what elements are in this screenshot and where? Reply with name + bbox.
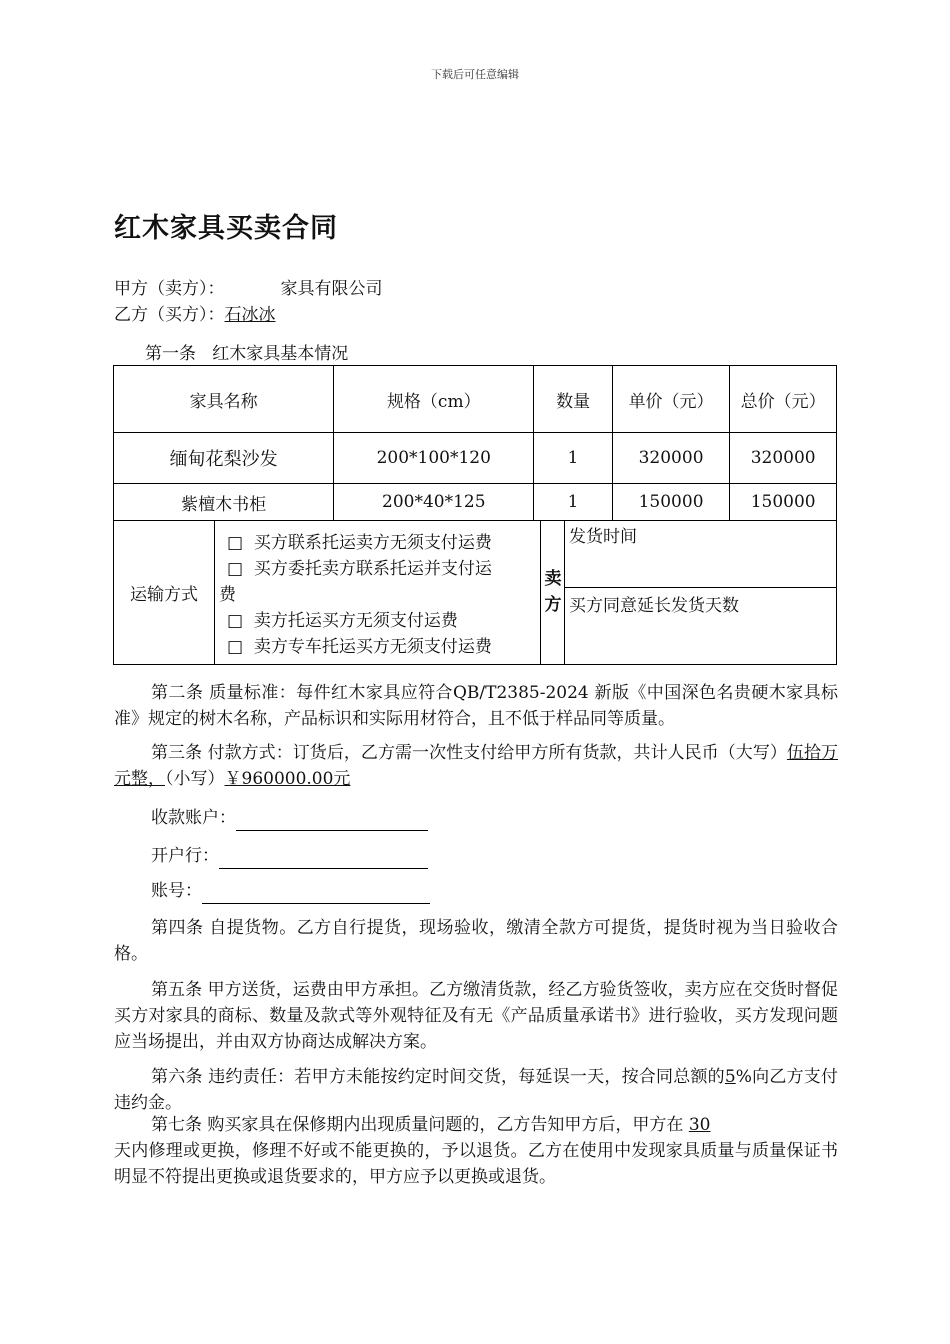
penalty-percent: 5: [724, 1067, 736, 1087]
table-cell: 150000: [730, 484, 837, 521]
account-field: [151, 805, 428, 831]
shipping-options: [215, 520, 541, 664]
shipping-option-1[interactable]: □ 买方联系托运卖方无须支付运费: [227, 533, 492, 553]
table-header-cell: 家具名称: [114, 366, 334, 433]
party-a-value: 家具有限公司: [280, 279, 383, 299]
bank-field: [151, 843, 428, 869]
number-blank[interactable]: [202, 883, 430, 904]
party-a: [114, 274, 383, 299]
party-a-label: 甲方（卖方）：: [114, 279, 225, 299]
shipping-section: [113, 520, 837, 665]
bank-label: 开户行：: [151, 846, 219, 866]
table-row: [114, 484, 837, 521]
table-header-cell: 总价（元）: [730, 366, 837, 433]
article-3: [114, 740, 838, 792]
number-label: 账号：: [151, 881, 202, 901]
shipping-option-4[interactable]: □ 卖方专车托运买方无须支付运费: [227, 637, 492, 657]
table-row: [114, 433, 837, 484]
article-6-text-2: %向乙方支付违约金。: [114, 1067, 839, 1113]
party-b-value: 石冰冰: [224, 305, 276, 325]
article-3-lower-label: （小写）: [165, 769, 225, 789]
delivery-time-cell: 发货时间: [565, 520, 836, 588]
article-6: [114, 1064, 838, 1116]
table-header-cell: 单价（元）: [612, 366, 730, 433]
account-label: 收款账户：: [151, 808, 236, 828]
table-header-cell: 规格（cm）: [334, 366, 534, 433]
seller-label-1: 卖: [544, 569, 562, 589]
table-cell: 200*40*125: [334, 484, 534, 521]
table-cell: 150000: [612, 484, 730, 521]
article-4: 第四条 自提货物。乙方自行提货，现场验收，缴清全款方可提货，提货时视为当日验收合格。: [114, 918, 838, 964]
party-b: [114, 300, 276, 325]
article-7-text-2: 天内修理或更换，修理不好或不能更换的，予以退货。乙方在使用中发现家具质量与质量保证书明显不符提出更换或退货要求的，甲方应予以更换或退货。: [114, 1141, 838, 1187]
party-b-label: 乙方（买方）：: [114, 305, 225, 325]
article-7: [114, 1112, 838, 1190]
seller-side-label: [542, 520, 565, 664]
table-header-cell: 数量: [534, 366, 612, 433]
shipping-option-2-wrap: 费: [219, 585, 236, 605]
bank-blank[interactable]: [219, 848, 428, 869]
table-cell: 1: [534, 484, 612, 521]
article-2: 第二条 质量标准：每件红木家具应符合QB/T2385-2024 新版《中国深色名贵硬木家具标准》规定的树木名称，产品标识和实际用材符合，且不低于样品同等质量。: [114, 683, 838, 729]
article-6-text: 第六条 违约责任：若甲方未能按约定时间交货，每延误一天，按合同总额的: [151, 1067, 725, 1087]
extend-days-cell: 买方同意延长发货天数: [569, 596, 739, 616]
article-7-text: 第七条 购买家具在保修期内出现质量问题的，乙方告知甲方后，甲方在: [151, 1115, 689, 1135]
header-note: 下载后可任意编辑: [431, 68, 519, 81]
table-cell: 320000: [730, 433, 837, 484]
table-header-row: [114, 366, 837, 433]
table-cell: 320000: [612, 433, 730, 484]
number-field: [151, 878, 430, 904]
table-cell: 1: [534, 433, 612, 484]
repair-days: 30: [688, 1115, 711, 1135]
table-cell: 紫檀木书柜: [114, 484, 334, 521]
goods-table: [113, 365, 837, 521]
table-cell: 200*100*120: [334, 433, 534, 484]
shipping-option-3[interactable]: □ 卖方托运买方无须支付运费: [227, 611, 458, 631]
shipping-option-2[interactable]: □ 买方委托卖方联系托运并支付运: [227, 559, 492, 579]
article-1-heading: 第一条 红木家具基本情况: [145, 344, 349, 364]
article-5: 第五条 甲方送货，运费由甲方承担。乙方缴清货款，经乙方验货签收，卖方应在交货时督促买方对家具的商标、数量及款式等外观特征及有无《产品质量承诺书》进行验收，买方发现问题应当场提出，并由双方协商达成解决方案。: [114, 980, 838, 1052]
account-blank[interactable]: [236, 810, 428, 831]
amount-upper: 伍拾万元整，: [114, 743, 839, 789]
amount-lower: ￥960000.00元: [224, 769, 351, 789]
table-cell: 缅甸花梨沙发: [114, 433, 334, 484]
article-3-text: 第三条 付款方式：订货后，乙方需一次性支付给甲方所有货款，共计人民币（大写）: [151, 743, 787, 763]
seller-label-2: 方: [544, 595, 562, 615]
shipping-label: 运输方式: [114, 520, 215, 664]
page-title: 红木家具买卖合同: [114, 213, 338, 244]
